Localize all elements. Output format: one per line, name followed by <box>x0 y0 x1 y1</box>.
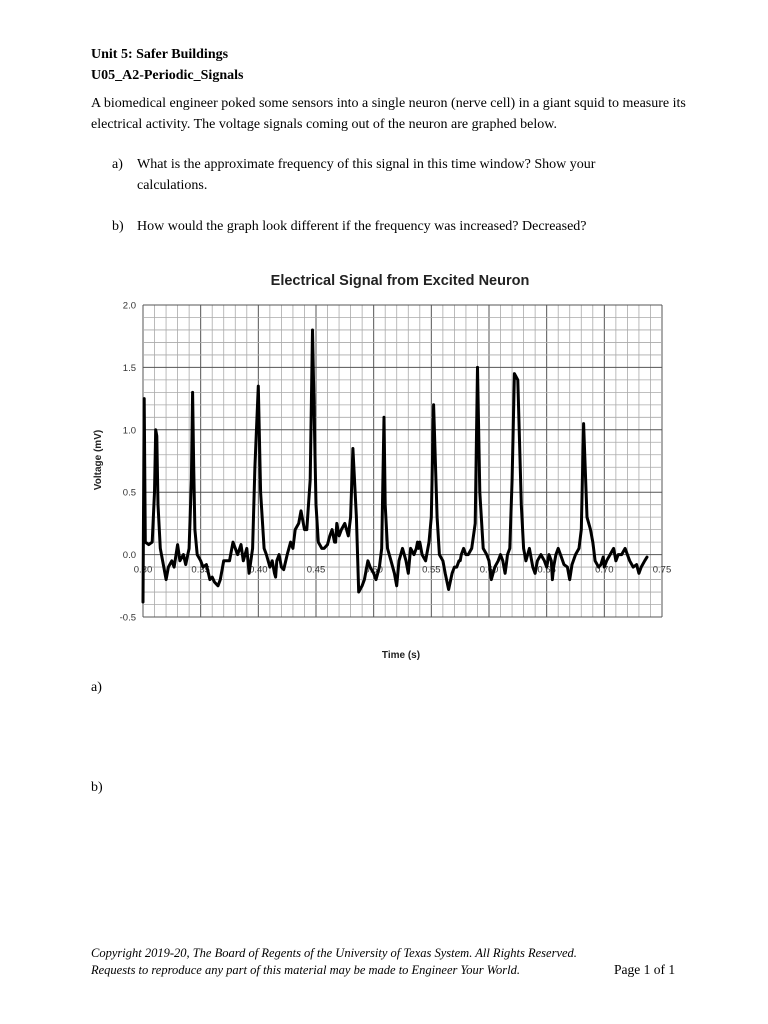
chart-svg <box>88 262 688 672</box>
y-axis-label: Voltage (mV) <box>93 429 104 491</box>
document-code: U05_A2-Periodic_Signals <box>91 68 244 83</box>
y-tick-label: 1.0 <box>122 425 136 437</box>
x-tick-label: 0.50 <box>364 564 383 576</box>
y-tick-label: -0.5 <box>119 612 136 624</box>
x-tick-label: 0.30 <box>133 564 153 576</box>
footer-reproduction-note: Requests to reproduce any part of this material may be made to Engineer Your World. <box>91 963 521 977</box>
y-tick-label: 0.5 <box>122 487 136 499</box>
x-tick-label: 0.60 <box>479 564 499 576</box>
page-number: Page 1 of 1 <box>614 962 676 977</box>
x-tick-label: 0.40 <box>249 564 268 576</box>
y-tick-label: 1.5 <box>122 362 136 374</box>
signal-series <box>143 330 647 602</box>
x-tick-label: 0.45 <box>306 564 326 576</box>
y-tick-label: 2.0 <box>122 300 136 312</box>
y-tick-label: 0.0 <box>122 550 136 562</box>
intro-paragraph: A biomedical engineer poked some sensors into a single neuron (nerve cell) in a giant squid to measure its electrical activity. The voltage signals coming out of the neuron are graphed below. <box>91 96 686 132</box>
x-tick-label: 0.55 <box>422 564 441 576</box>
answer-b-label: b) <box>91 780 103 795</box>
x-tick-label: 0.70 <box>595 564 614 576</box>
question-a-text: What is the approximate frequency of this signal in this time window? Show your calculations. <box>137 157 596 193</box>
question-b-label: b) <box>112 219 124 234</box>
x-axis-label: Time (s) <box>381 650 421 661</box>
x-tick-labels <box>134 565 672 576</box>
footer-copyright: Copyright 2019-20, The Board of Regents of the University of Texas System. All Rights Reserved. <box>91 946 577 960</box>
neuron-signal-chart <box>88 262 688 672</box>
x-tick-label: 0.75 <box>652 564 672 576</box>
question-a-label: a) <box>112 157 123 172</box>
unit-title: Unit 5: Safer Buildings <box>91 47 229 62</box>
x-tick-label: 0.35 <box>191 564 210 576</box>
question-b-text: How would the graph look different if the frequency was increased? Decreased? <box>137 219 587 234</box>
voltage-series-line <box>143 330 647 602</box>
x-tick-label: 0.65 <box>537 564 556 576</box>
chart-title: Electrical Signal from Excited Neuron <box>270 273 530 289</box>
answer-a-label: a) <box>91 680 102 695</box>
